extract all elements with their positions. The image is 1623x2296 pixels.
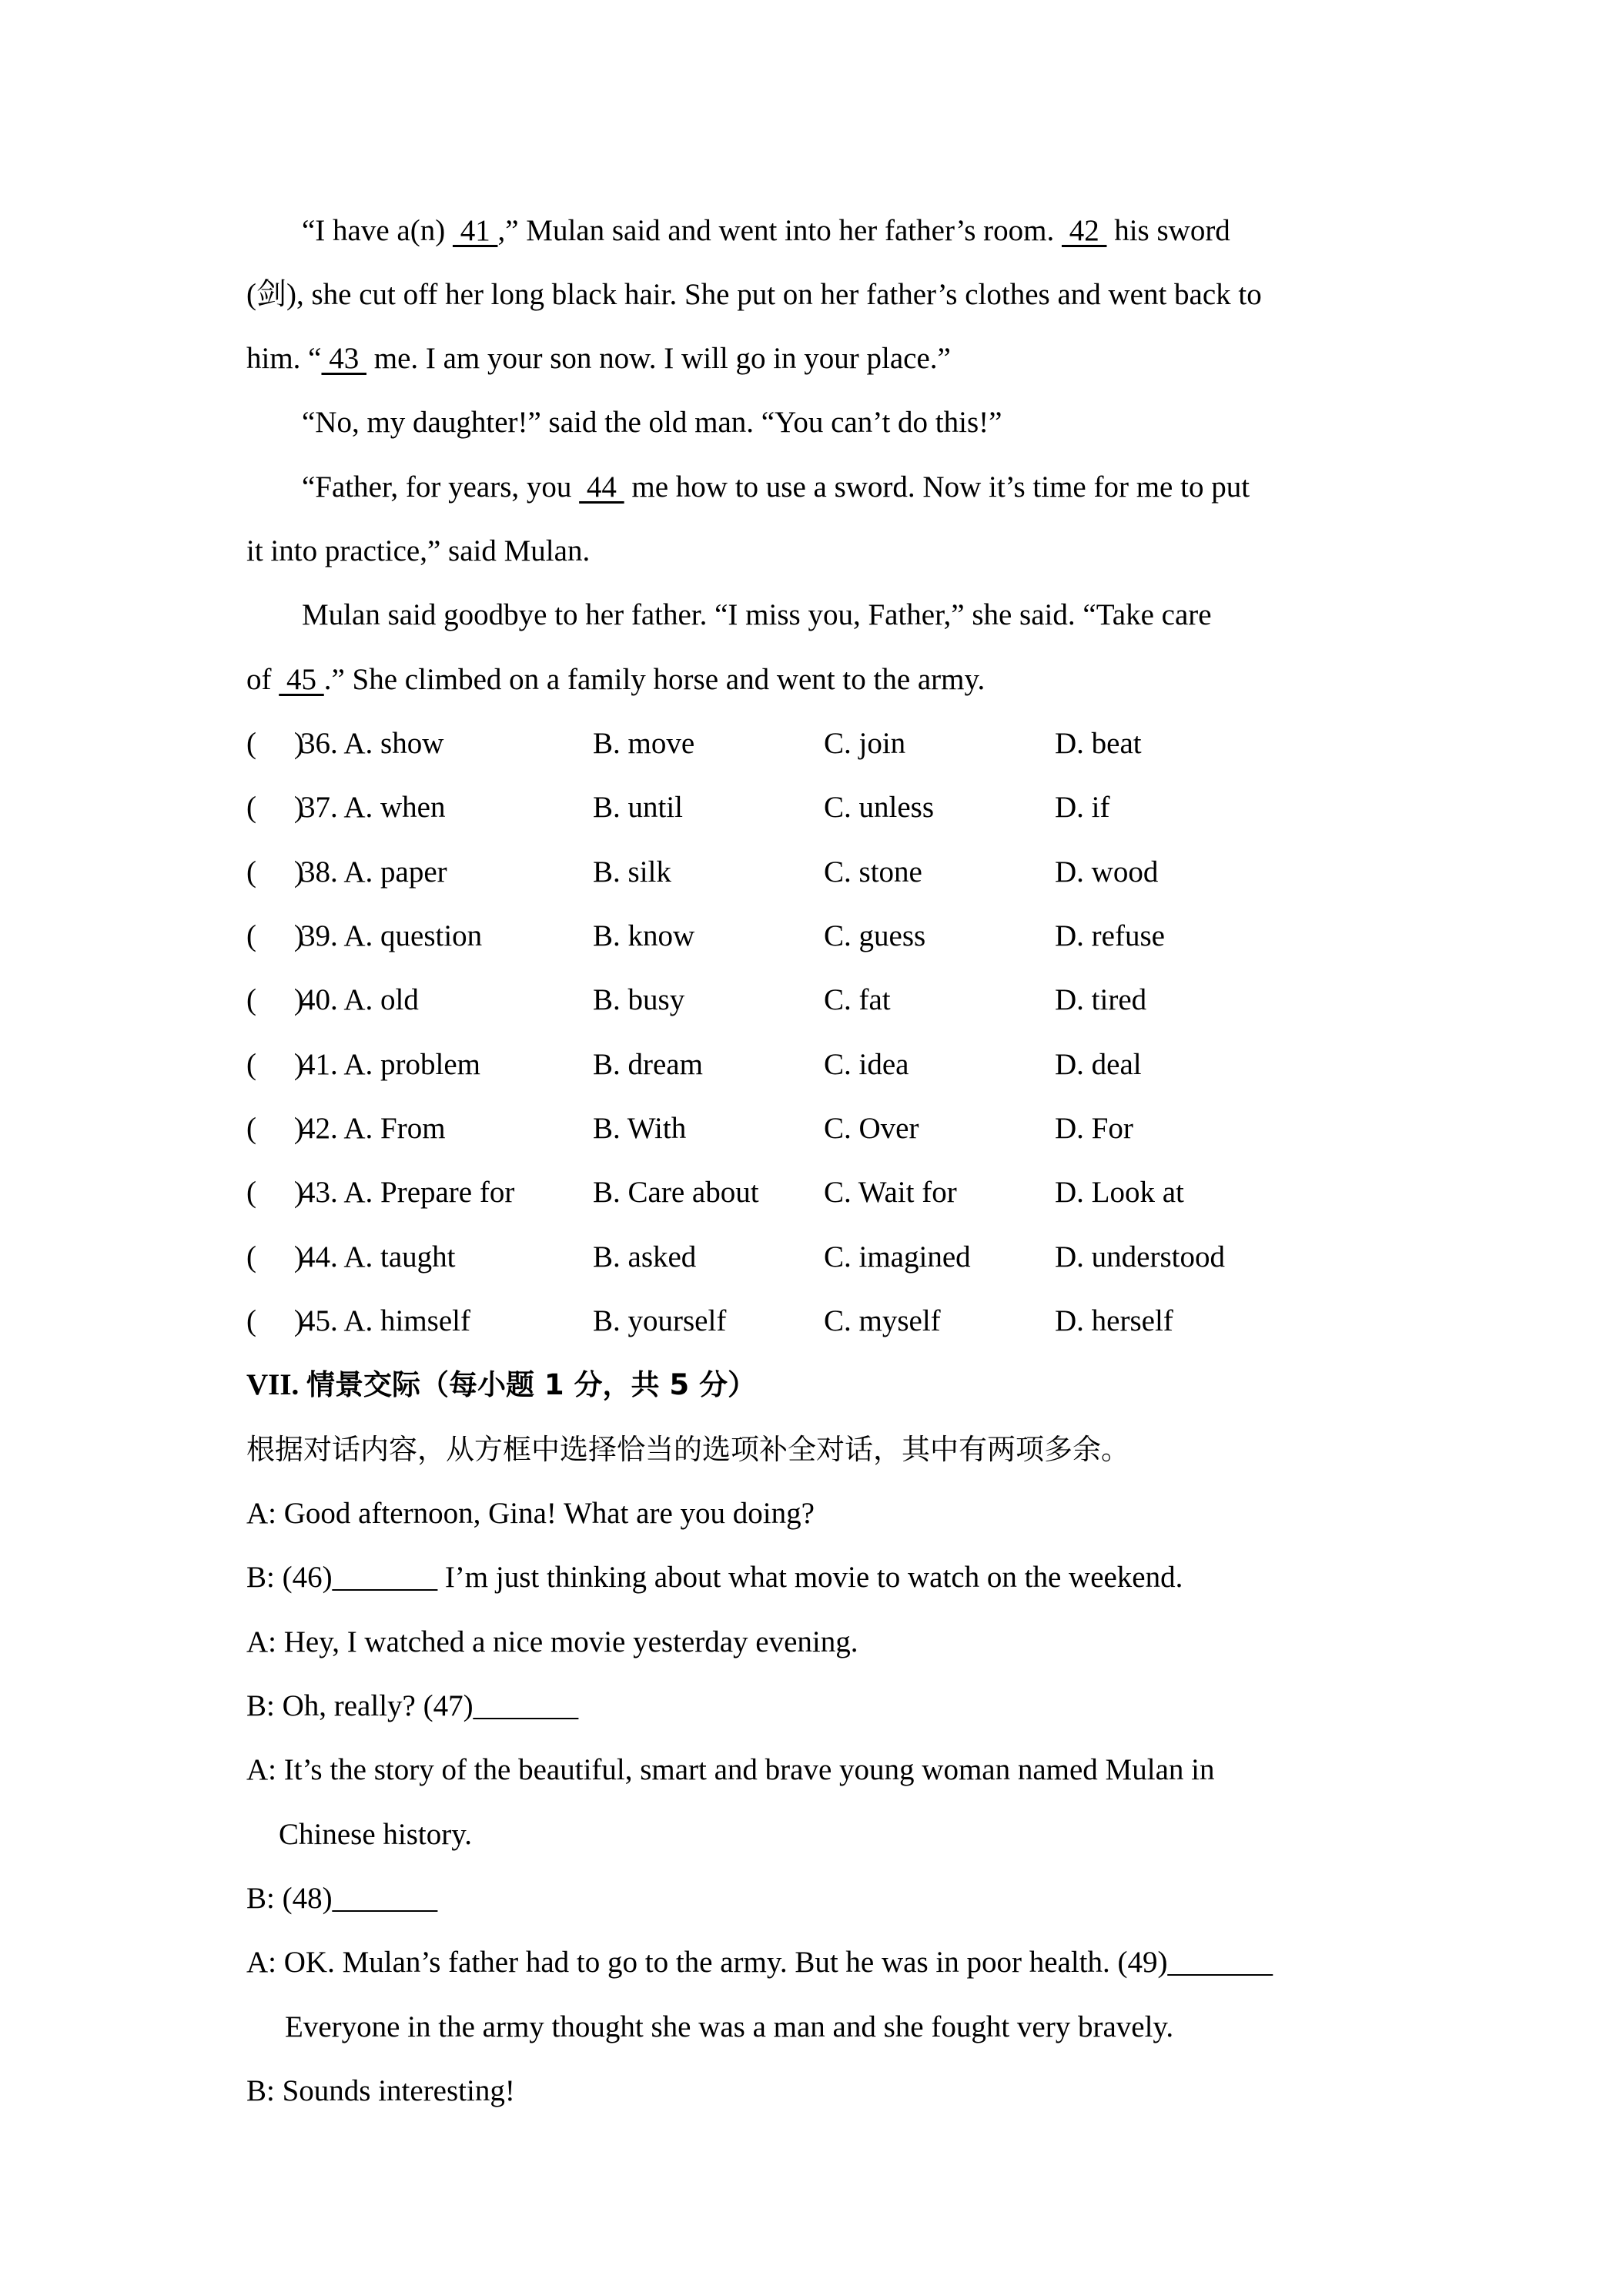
option-a: 41. A. problem: [300, 1048, 480, 1081]
passage-line-3: [246, 340, 951, 377]
option-a: 45. A. himself: [300, 1304, 470, 1337]
option-row-39: [246, 918, 1478, 955]
passage-text: his sword: [1106, 214, 1230, 247]
passage-line-7: Mulan said goodbye to her father. “I miss you, Father,” she said. “Take care: [302, 598, 1212, 631]
option-b: B. With: [593, 1112, 687, 1145]
option-d: D. deal: [1055, 1048, 1142, 1081]
option-d: D. herself: [1055, 1304, 1173, 1337]
section-number: VII.: [246, 1368, 307, 1401]
option-b: B. until: [593, 791, 684, 824]
answer-paren[interactable]: ( ): [246, 1176, 304, 1209]
passage-line-4: “No, my daughter!” said the old man. “You can’t do this!”: [302, 406, 1002, 439]
blank-41: 41: [452, 214, 498, 247]
passage-line-5: [302, 469, 1250, 506]
passage-line-1: [302, 213, 1230, 249]
option-c: C. Wait for: [824, 1176, 957, 1209]
passage-line-6: it into practice,” said Mulan.: [246, 534, 591, 567]
passage-text: “Father, for years, you: [302, 470, 580, 504]
option-a: 37. A. when: [300, 791, 446, 824]
answer-paren[interactable]: ( ): [246, 1112, 304, 1145]
option-c: C. join: [824, 727, 906, 760]
option-b: B. asked: [593, 1240, 697, 1274]
option-a: 36. A. show: [300, 727, 444, 760]
answer-paren[interactable]: ( ): [246, 791, 304, 824]
answer-paren[interactable]: ( ): [246, 1240, 304, 1274]
dialogue-line: B: (46)_______ I’m just thinking about what movie to watch on the weekend.: [246, 1561, 1183, 1594]
dialogue-line: A: OK. Mulan’s father had to go to the army. But he was in poor health. (49)_______: [246, 1946, 1273, 1979]
option-c: C. Over: [824, 1112, 919, 1145]
option-row-40: [246, 982, 1478, 1019]
dialogue-line: A: Hey, I watched a nice movie yesterday evening.: [246, 1625, 858, 1658]
blank-42: 42: [1061, 214, 1107, 247]
option-a: 38. A. paper: [300, 855, 447, 889]
option-c: C. idea: [824, 1048, 909, 1081]
passage-line-2: (剑), she cut off her long black hair. She put on her father’s clothes and went back to: [246, 278, 1262, 311]
option-d: D. beat: [1055, 727, 1142, 760]
option-b: B. dream: [593, 1048, 703, 1081]
option-c: C. unless: [824, 791, 935, 824]
option-a: 42. A. From: [300, 1112, 446, 1145]
option-d: D. if: [1055, 791, 1110, 824]
option-a: 39. A. question: [300, 919, 483, 952]
passage-text: .” She climbed on a family horse and went to the army.: [323, 663, 986, 696]
section-heading: [246, 1367, 756, 1404]
dialogue-line: B: (48)_______: [246, 1882, 438, 1915]
option-c: C. guess: [824, 919, 926, 952]
answer-paren[interactable]: ( ): [246, 983, 304, 1016]
answer-paren[interactable]: ( ): [246, 919, 304, 952]
option-d: D. wood: [1055, 855, 1159, 889]
blank-45: 45: [279, 663, 324, 696]
option-a: 43. A. Prepare for: [300, 1176, 515, 1209]
option-d: D. Look at: [1055, 1176, 1184, 1209]
option-c: C. fat: [824, 983, 891, 1016]
option-row-41: [246, 1046, 1478, 1083]
answer-paren[interactable]: ( ): [246, 1048, 304, 1081]
dialogue-line: A: Good afternoon, Gina! What are you doing?: [246, 1497, 815, 1530]
passage-text: “I have a(n): [302, 214, 453, 247]
option-b: B. busy: [593, 983, 685, 1016]
dialogue-line-continued: Chinese history.: [279, 1818, 472, 1851]
option-b: B. silk: [593, 855, 671, 889]
passage-line-8: [246, 661, 985, 698]
passage-text: ,” Mulan said and went into her father’s room.: [497, 214, 1062, 247]
dialogue-line-continued: Everyone in the army thought she was a man and she fought very bravely.: [285, 2010, 1174, 2043]
dialogue-line: B: Oh, really? (47)_______: [246, 1689, 579, 1722]
option-b: B. yourself: [593, 1304, 727, 1337]
blank-44: 44: [579, 470, 624, 504]
dialogue-line: A: It’s the story of the beautiful, smart and brave young woman named Mulan in: [246, 1753, 1215, 1786]
answer-paren[interactable]: ( ): [246, 1304, 304, 1337]
passage-text: of: [246, 663, 279, 696]
option-row-37: [246, 789, 1478, 826]
option-a: 40. A. old: [300, 983, 419, 1016]
option-b: B. Care about: [593, 1176, 759, 1209]
option-row-38: [246, 854, 1478, 891]
blank-43: 43: [321, 342, 366, 375]
option-d: D. tired: [1055, 983, 1147, 1016]
option-row-45: [246, 1303, 1478, 1340]
option-d: D. refuse: [1055, 919, 1165, 952]
dialogue-line: B: Sounds interesting!: [246, 2074, 515, 2107]
option-a: 44. A. taught: [300, 1240, 456, 1274]
option-b: B. know: [593, 919, 695, 952]
option-d: D. understood: [1055, 1240, 1225, 1274]
option-c: C. stone: [824, 855, 922, 889]
option-d: D. For: [1055, 1112, 1133, 1145]
passage-text: him. “: [246, 342, 322, 375]
option-c: C. imagined: [824, 1240, 971, 1274]
option-row-44: [246, 1239, 1478, 1276]
option-c: C. myself: [824, 1304, 941, 1337]
option-row-43: [246, 1174, 1478, 1211]
section-instruction: 根据对话内容，从方框中选择恰当的选项补全对话，其中有两项多余。: [246, 1433, 1129, 1466]
option-row-42: [246, 1110, 1478, 1147]
passage-text: me how to use a sword. Now it’s time for me to put: [624, 470, 1250, 504]
passage-text: me. I am your son now. I will go in your place.”: [366, 342, 951, 375]
answer-paren[interactable]: ( ): [246, 727, 304, 760]
section-title: 情景交际（每小题 1 分，共 5 分）: [306, 1368, 757, 1401]
option-row-36: [246, 725, 1478, 762]
answer-paren[interactable]: ( ): [246, 855, 304, 889]
option-b: B. move: [593, 727, 695, 760]
